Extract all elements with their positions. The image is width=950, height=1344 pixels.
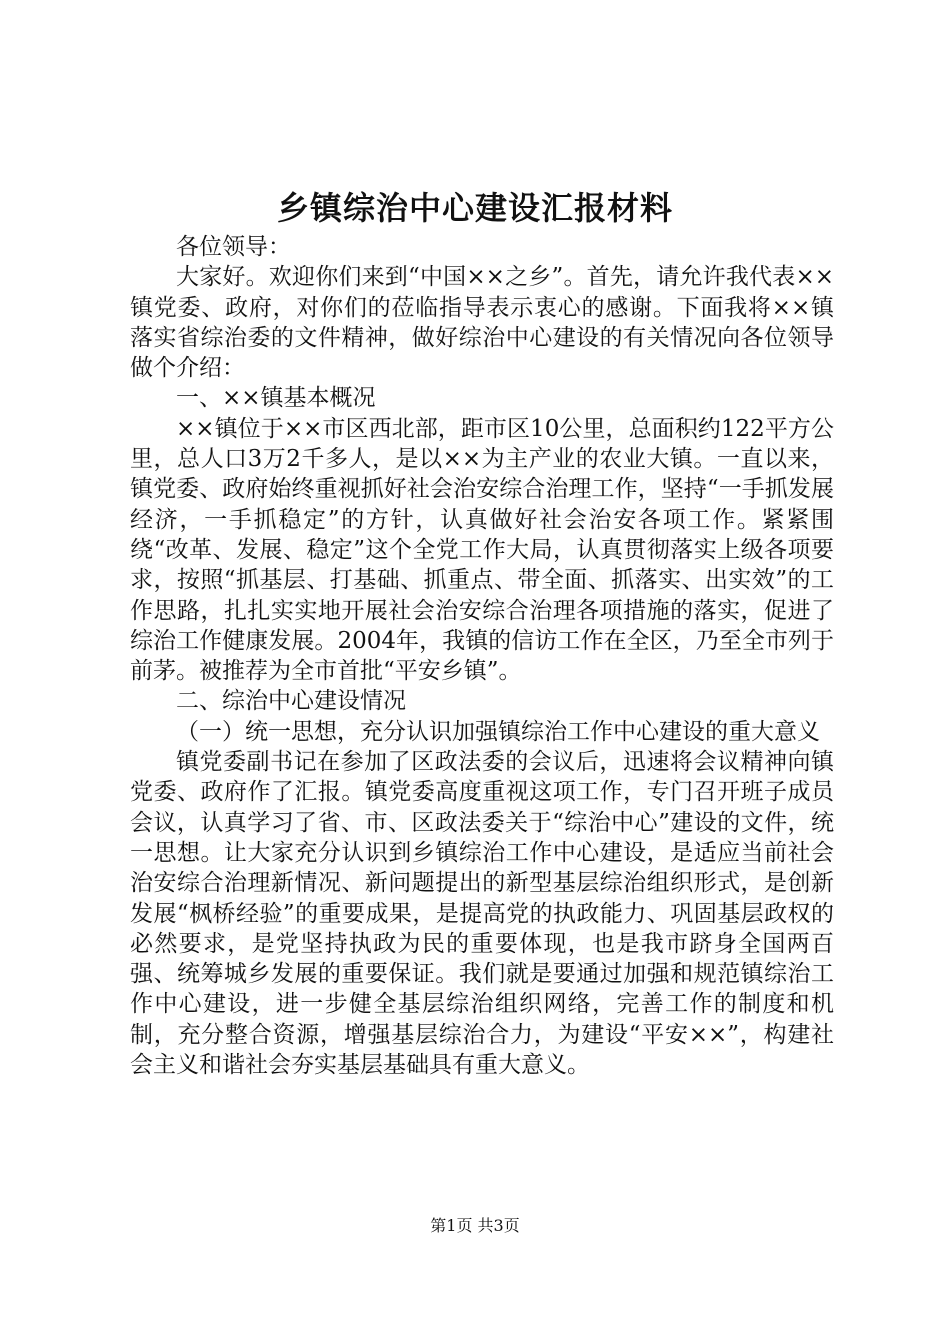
document-body <box>130 232 834 1080</box>
overview-paragraph: ××镇位于××市区西北部，距市区10公里，总面积约122平方公里，总人口3万2千多人，是以××为主产业的农业大镇。一直以来，镇党委、政府始终重视抓好社会治安综合治理工作，坚持“一手抓发展经济，一手抓稳定”的方针，认真做好社会治安各项工作。紧紧围绕“改革、发展、稳定”这个全党工作大局，认真贯彻落实上级各项要求，按照“抓基层、打基础、抓重点、带全面、抓落实、出实效”的工作思路，扎扎实实地开展社会治安综合治理各项措施的落实，促进了综治工作健康发展。2004年，我镇的信访工作在全区，乃至全市列于前茅。被推荐为全市首批“平安乡镇”。 <box>130 415 834 685</box>
section-heading-1: 一、××镇基本概况 <box>176 385 376 412</box>
greeting-paragraph: 大家好。欢迎你们来到“中国××之乡”。首先，请允许我代表××镇党委、政府，对你们的莅临指导表示衷心的感谢。下面我将××镇落实省综治委的文件精神，做好综治中心建设的有关情况向各位领导做个介绍： <box>130 264 834 382</box>
subsection-paragraph-1: 镇党委副书记在参加了区政法委的会议后，迅速将会议精神向镇党委、政府作了汇报。镇党委高度重视这项工作，专门召开班子成员会议，认真学习了省、市、区政法委关于“综治中心”建设的文件，统一思想。让大家充分认识到乡镇综治工作中心建设，是适应当前社会治安综合治理新情况、新问题提出的新型基层综治组织形式，是创新发展“枫桥经验”的重要成果，是提高党的执政能力、巩固基层政权的必然要求，是党坚持执政为民的重要体现，也是我市跻身全国两百强、统筹城乡发展的重要保证。我们就是要通过加强和规范镇综治工作中心建设，进一步健全基层综治组织网络，完善工作的制度和机制，充分整合资源，增强基层综治合力，为建设“平安××”，构建社会主义和谐社会夯实基层基础具有重大意义。 <box>130 749 834 1079</box>
subsection-heading-1: （一）统一思想，充分认识加强镇综治工作中心建设的重大意义 <box>176 718 820 745</box>
page-number-footer: 第1页 共3页 <box>430 1216 520 1235</box>
document-title: 乡镇综治中心建设汇报材料 <box>276 189 673 227</box>
section-heading-2: 二、综治中心建设情况 <box>176 688 406 715</box>
salutation-paragraph: 各位领导： <box>176 234 291 260</box>
